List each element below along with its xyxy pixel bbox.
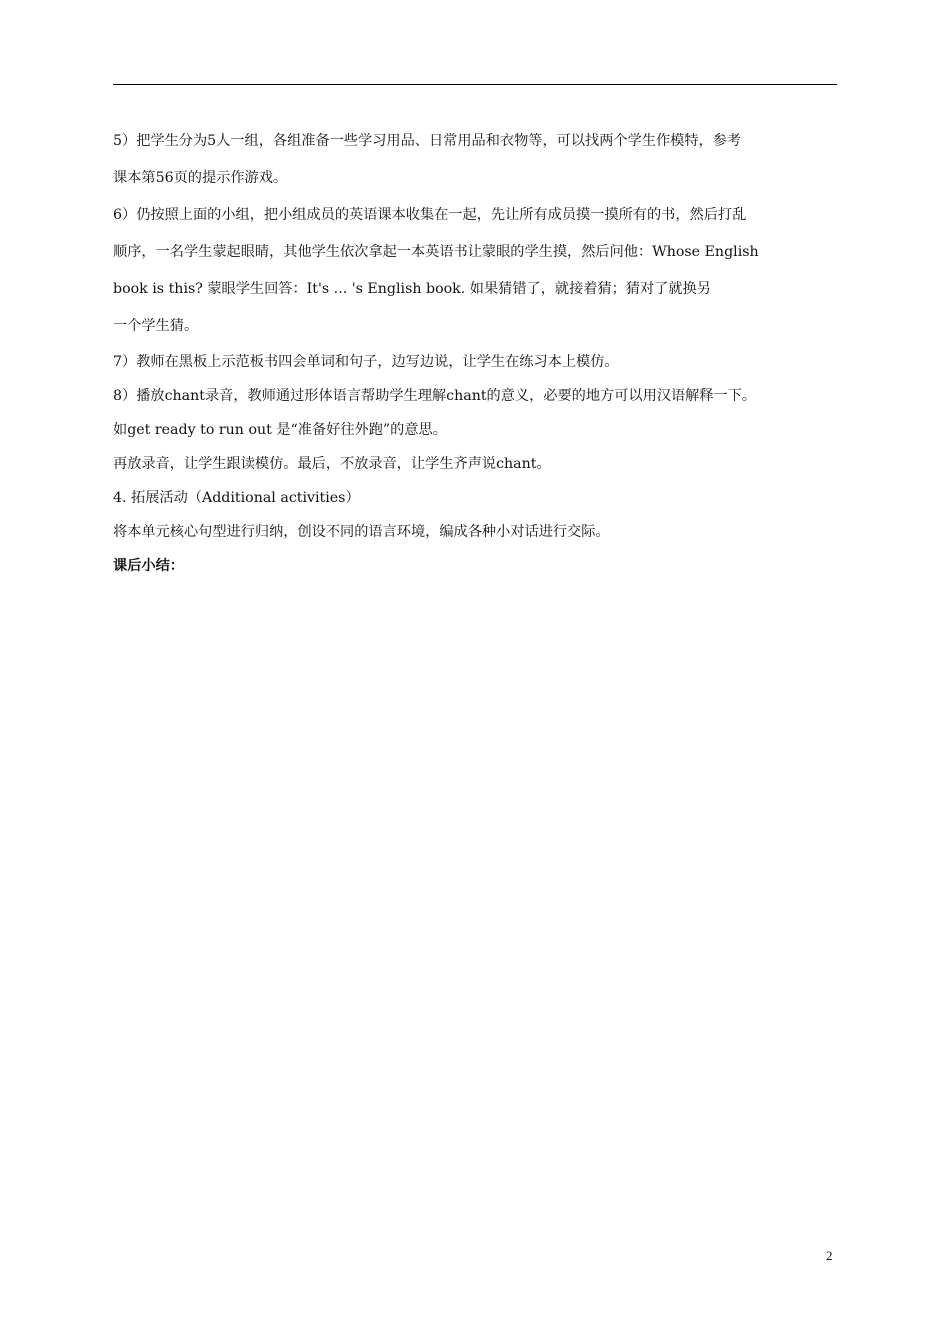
paragraph-line: 如get ready to run out 是“准备好往外跑”的意思。 — [113, 422, 447, 438]
paragraph-line: book is this? 蒙眼学生回答：It's ... 's English book. 如果猜错了，就接着猜；猜对了就换另 — [113, 281, 711, 297]
paragraph-line: 6）仍按照上面的小组，把小组成员的英语课本收集在一起，先让所有成员摸一摸所有的书，然后打乱 — [113, 207, 747, 223]
document-body — [113, 123, 853, 583]
paragraph-line: 将本单元核心句型进行归纳，创设不同的语言环境，编成各种小对话进行交际。 — [113, 524, 610, 540]
header-rule — [113, 84, 837, 85]
paragraph-line: 8）播放chant录音，教师通过形体语言帮助学生理解chant的意义，必要的地方可以用汉语解释一下。 — [113, 388, 757, 404]
page-number: 2 — [826, 1248, 833, 1263]
summary-heading: 课后小结： — [113, 558, 184, 574]
paragraph-line: 7）教师在黑板上示范板书四会单词和句子，边写边说，让学生在练习本上模仿。 — [113, 354, 619, 370]
paragraph-line: 课本第56页的提示作游戏。 — [113, 170, 288, 186]
section-heading: 4. 拓展活动（Additional activities） — [113, 490, 360, 506]
paragraph-line: 顺序，一名学生蒙起眼睛，其他学生依次拿起一本英语书让蒙眼的学生摸，然后问他：Whose English — [113, 244, 759, 260]
paragraph-line: 再放录音，让学生跟读模仿。最后，不放录音，让学生齐声说chant。 — [113, 456, 551, 472]
paragraph-line: 5）把学生分为5人一组，各组准备一些学习用品、日常用品和衣物等，可以找两个学生作模特，参考 — [113, 133, 742, 149]
paragraph-line: 一个学生猜。 — [113, 318, 199, 334]
